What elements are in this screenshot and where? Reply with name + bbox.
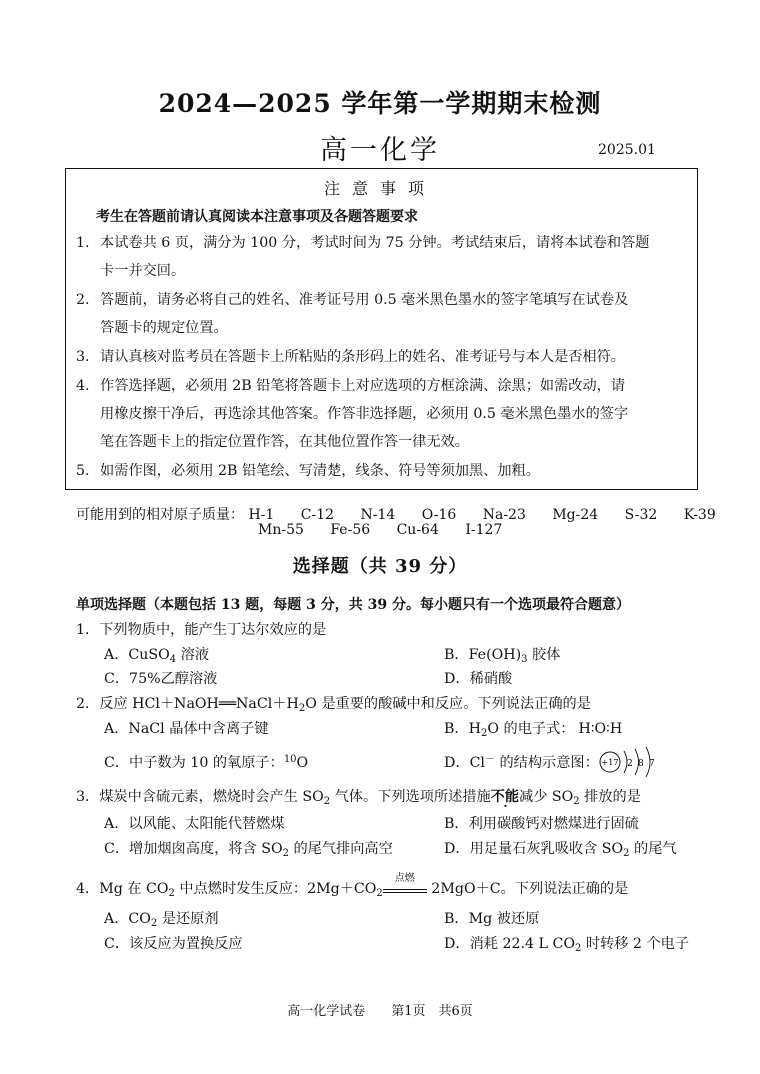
atom-structure-diagram: [598, 742, 660, 778]
question-4-option-a: A．$CO_2$ 是还原剂: [104, 911, 219, 929]
exam-date: 2025.01: [598, 142, 656, 158]
atomic-mass: K-39: [683, 507, 716, 523]
question-3-option-a: A．以风能、太阳能代替燃煤: [104, 816, 285, 832]
atomic-mass: I-127: [465, 522, 503, 538]
atomic-masses-label: 可能用到的相对原子质量：: [76, 507, 244, 523]
atomic-mass: S-32: [624, 507, 658, 523]
question-4-option-d: D．消耗 22.4 L $CO_2$ 时转移 2 个电子: [444, 936, 690, 954]
atomic-mass: Na-23: [482, 507, 526, 523]
notice-item-line: 如需作图，必须用 2B 铅笔绘、写清楚，线条、符号等须加黑、加粗。: [100, 463, 540, 479]
notice-item-line: 本试卷共 6 页，满分为 100 分，考试时间为 75 分钟。考试结束后，请将本试卷和答题: [100, 235, 650, 251]
question-1-option-a: A．CuSO$_4$ 溶液: [104, 647, 210, 665]
question-3-option-c: C．增加烟囱高度，将含 $SO_2$ 的尾气排向高空: [104, 841, 393, 859]
notice-item-5: [76, 457, 540, 485]
notice-item-line: 用橡皮擦干净后，再选涂其他答案。作答非选择题，必须用 0.5 毫米黑色墨水的签字: [100, 406, 629, 422]
shell-electrons: 2: [627, 759, 633, 769]
reaction-condition: 点燃: [383, 882, 427, 893]
exam-subject: 高一化学: [320, 135, 440, 166]
notice-title: 注意事项: [323, 179, 436, 198]
notice-item-number: 2.: [76, 292, 90, 308]
question-1-option-c: C．75%乙醇溶液: [104, 671, 218, 687]
section-instruction: 单项选择题（本题包括 13 题，每题 3 分，共 39 分。每小题只有一个选项最符合题意）: [76, 597, 630, 613]
nucleus-charge: +17: [601, 758, 619, 767]
notice-item-line: 答题卡的规定位置。: [100, 320, 228, 336]
atomic-mass: Mg-24: [552, 507, 599, 523]
notice-item-4: [76, 372, 628, 456]
question-4-option-b: B．Mg 被还原: [444, 911, 540, 927]
question-1-option-b: B．$Fe(OH)_3$ 胶体: [444, 647, 561, 665]
notice-item-line: 作答选择题，必须用 2B 铅笔将答题卡上对应选项的方框涂满、涂黑；如需改动，请: [100, 378, 626, 394]
section-title: 选择题（共 39 分）: [292, 556, 468, 577]
electron-formula: H∶O∶H: [578, 721, 623, 737]
question-1-option-d: D．稀硝酸: [444, 671, 513, 687]
shell-electrons: 7: [649, 759, 655, 769]
notice-item-1: [76, 229, 649, 285]
question-4-stem: 4．Mg 在 $CO_2$ 中点燃时发生反应：$2Mg+CO_2$ 点燃 2MgO＋C。下列说法正确的是: [76, 873, 629, 899]
notice-item-number: 3.: [76, 349, 90, 365]
question-4-option-c: C．该反应为置换反应: [104, 936, 243, 952]
question-3-option-b: B．利用碳酸钙对燃煤进行固硫: [444, 816, 639, 832]
atomic-masses-row-2: [258, 522, 502, 538]
notice-intro: 考生在答题前请认真阅读本注意事项及各题答题要求: [96, 209, 418, 225]
notice-item-3: [76, 343, 625, 371]
notice-item-number: 4.: [76, 378, 90, 394]
exam-title: 2024—2025 学年第一学期期末检测: [158, 89, 602, 118]
atomic-masses-row-1: [76, 504, 716, 524]
notice-item-number: 5.: [76, 463, 90, 479]
emphasis-text: 不能: [490, 789, 520, 805]
page-footer: 高一化学试卷 第1页 共6页: [287, 1004, 473, 1019]
notice-item-line: 卡一并交回。: [100, 263, 186, 279]
atomic-mass: C-12: [300, 507, 335, 523]
atomic-mass: H-1: [248, 507, 275, 523]
question-2-option-d: D．Cl－ 的结构示意图：: [444, 754, 599, 771]
question-2-option-c: C．中子数为 10 的氧原子：$^{10}$O: [104, 754, 309, 771]
notice-item-line: 答题前，请务必将自己的姓名、准考证号用 0.5 毫米黑色墨水的签字笔填写在试卷及: [100, 292, 629, 308]
atomic-mass: N-14: [360, 507, 396, 523]
notice-item-line: 笔在答题卡上的指定位置作答，在其他位置作答一律无效。: [100, 434, 469, 450]
atomic-mass: O-16: [421, 507, 457, 523]
notice-item-2: [76, 286, 628, 342]
notice-item-line: 请认真核对监考员在答题卡上所粘贴的条形码上的姓名、准考证号与本人是否相符。: [100, 349, 625, 365]
notice-item-number: 1.: [76, 235, 90, 251]
atomic-mass: Cu-64: [396, 522, 439, 538]
question-3-stem: 3．煤炭中含硫元素，燃烧时会产生 $SO_2$ 气体。下列选项所述措施不能减少 $SO_2$ 排放的是: [76, 789, 641, 807]
question-2-option-b: B．$H_2O$ 的电子式： H∶O∶H: [444, 721, 623, 739]
shell-electrons: 8: [638, 759, 644, 769]
question-2-option-a: A．NaCl 晶体中含离子键: [104, 721, 269, 737]
question-1-stem: 1．下列物质中，能产生丁达尔效应的是: [76, 622, 327, 638]
question-3-option-d: D．用足量石灰乳吸收含 $SO_2$ 的尾气: [444, 841, 677, 859]
atomic-mass: Mn-55: [258, 522, 304, 538]
atomic-mass: Fe-56: [330, 522, 371, 538]
question-2-stem: 2．反应 $HCl+NaOH══NaCl+H_2O$ 是重要的酸碱中和反应。下列说法正确的是: [76, 696, 591, 714]
